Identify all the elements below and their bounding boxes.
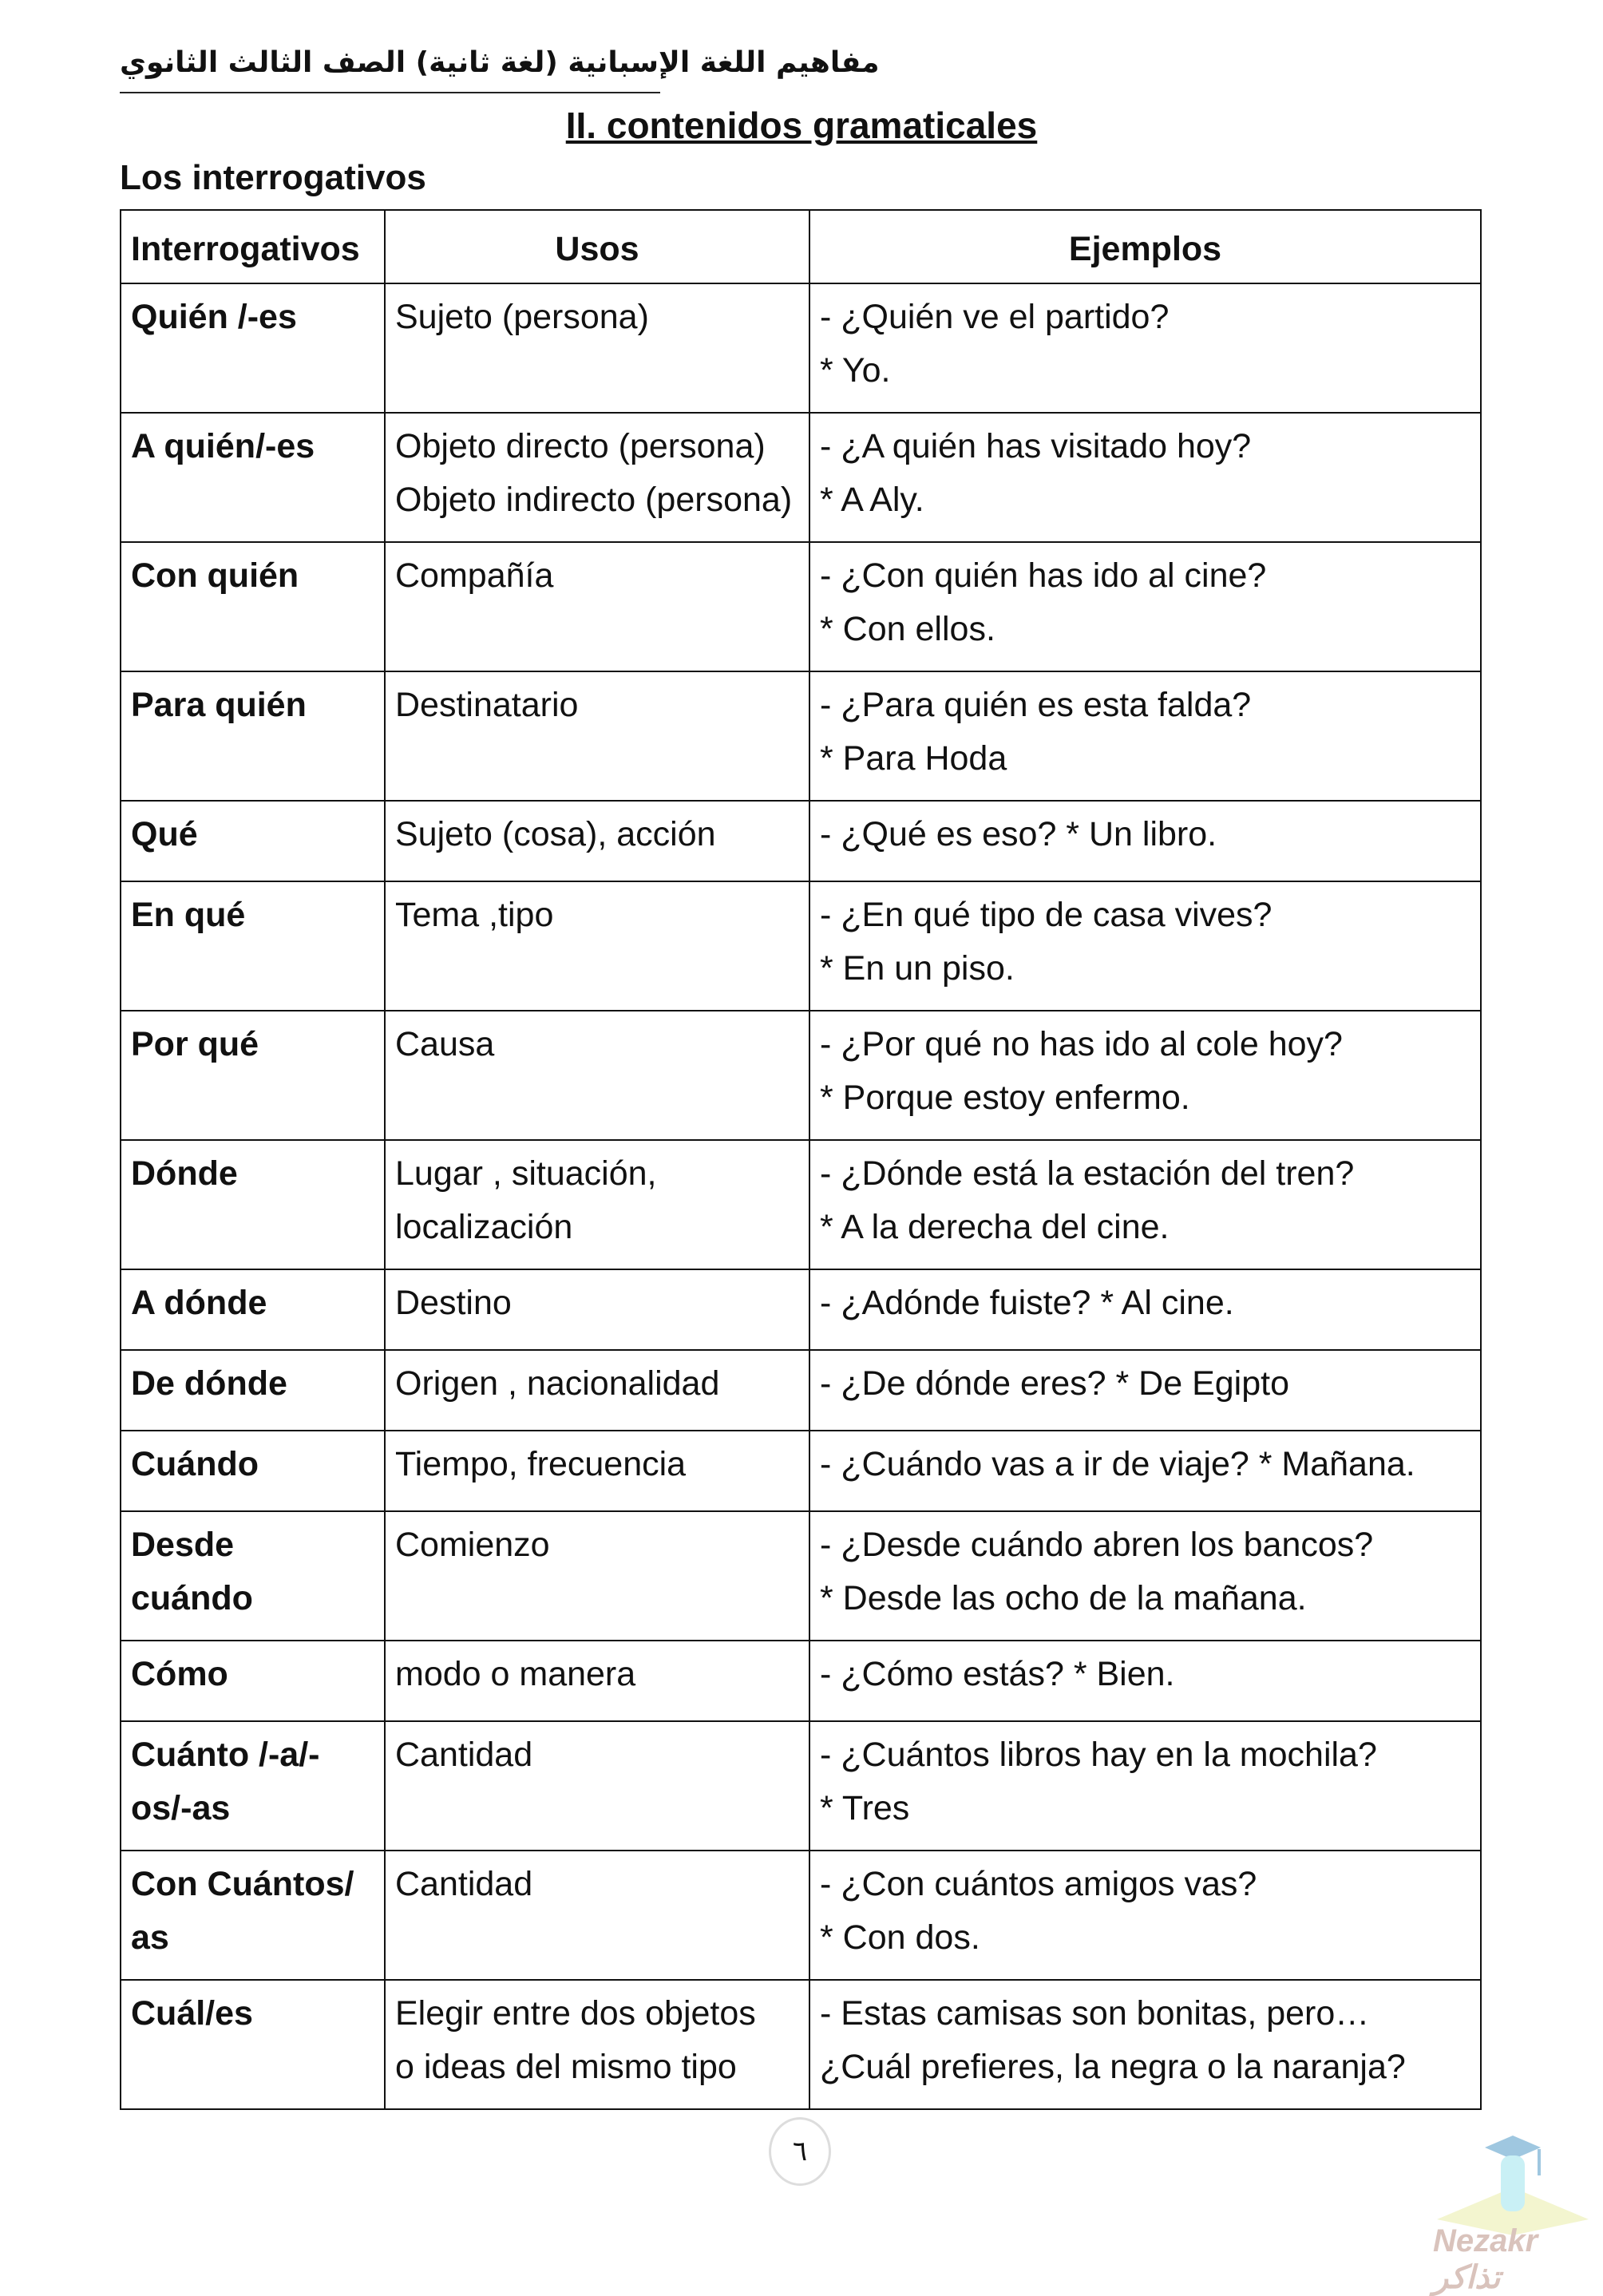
watermark-text: Nezakr تذاكر: [1433, 2223, 1538, 2295]
example-cell: [809, 671, 1481, 801]
example-cell-line: - ¿Cómo estás? * Bien.: [820, 1655, 1175, 1693]
example-cell-line: * A Aly.: [820, 481, 924, 519]
interrogative-cell-line: Cuál/es: [131, 1994, 253, 2033]
usage-cell-line: Causa: [395, 1025, 495, 1063]
table-row: [121, 1721, 1481, 1851]
interrogative-cell-line: os/-as: [131, 1789, 231, 1827]
usage-cell-line: Lugar , situación,: [395, 1154, 657, 1193]
example-cell-line: * Desde las ocho de la mañana.: [820, 1579, 1307, 1617]
usage-cell: [385, 1721, 809, 1851]
usage-cell-line: o ideas del mismo tipo: [395, 2048, 737, 2086]
usage-cell-line: Sujeto (persona): [395, 298, 649, 336]
interrogative-cell-line: Quién /-es: [131, 298, 297, 336]
interrogative-cell-line: Con Cuántos/: [131, 1865, 354, 1903]
interrogative-cell: [121, 413, 385, 542]
interrogative-cell: [121, 1350, 385, 1431]
interrogative-cell: [121, 801, 385, 881]
interrogative-cell: [121, 1851, 385, 1980]
interrogative-cell-line: De dónde: [131, 1364, 287, 1403]
usage-cell: [385, 801, 809, 881]
interrogative-cell: [121, 1980, 385, 2109]
usage-cell-line: Tema ,tipo: [395, 896, 554, 934]
interrogative-cell-line: Con quién: [131, 556, 299, 595]
example-cell-line: - ¿Para quién es esta falda?: [820, 686, 1252, 724]
table-row: [121, 881, 1481, 1011]
interrogative-cell-line: Para quién: [131, 686, 307, 724]
usage-cell: [385, 671, 809, 801]
example-cell-line: * Con ellos.: [820, 610, 995, 648]
interrogative-cell: [121, 283, 385, 413]
example-cell: [809, 1011, 1481, 1140]
column-header: Ejemplos: [809, 210, 1481, 283]
interrogative-cell-line: Cuándo: [131, 1445, 259, 1483]
interrogative-cell-line: A dónde: [131, 1284, 267, 1322]
usage-cell-line: Elegir entre dos objetos: [395, 1994, 756, 2033]
interrogatives-table: [120, 209, 1482, 2110]
header-rule: [120, 92, 660, 93]
example-cell-line: - ¿Desde cuándo abren los bancos?: [820, 1526, 1374, 1564]
usage-cell: [385, 542, 809, 671]
usage-cell: [385, 283, 809, 413]
interrogative-cell: [121, 881, 385, 1011]
example-cell: [809, 542, 1481, 671]
table-row: [121, 1269, 1481, 1350]
example-cell: [809, 881, 1481, 1011]
usage-cell-line: Destinatario: [395, 686, 579, 724]
table-row: [121, 1431, 1481, 1511]
page-number: ٦: [769, 2117, 831, 2186]
interrogative-cell: [121, 1011, 385, 1140]
example-cell-line: * Para Hoda: [820, 739, 1007, 778]
usage-cell: [385, 1011, 809, 1140]
example-cell-line: - ¿De dónde eres? * De Egipto: [820, 1364, 1289, 1403]
example-cell-line: - ¿Con quién has ido al cine?: [820, 556, 1267, 595]
example-cell: [809, 1851, 1481, 1980]
section-heading: Los interrogativos: [120, 158, 426, 197]
table-row: [121, 1350, 1481, 1431]
example-cell-line: - ¿Por qué no has ido al cole hoy?: [820, 1025, 1343, 1063]
interrogative-cell-line: Cómo: [131, 1655, 228, 1693]
interrogative-cell-line: Desde: [131, 1526, 235, 1564]
interrogative-cell: [121, 671, 385, 801]
example-cell: [809, 1350, 1481, 1431]
interrogative-cell-line: cuándo: [131, 1579, 253, 1617]
interrogative-cell-line: Cuánto /-a/-: [131, 1736, 320, 1774]
example-cell-line: - ¿Quién ve el partido?: [820, 298, 1170, 336]
example-cell-line: - ¿A quién has visitado hoy?: [820, 427, 1252, 465]
usage-cell-line: Sujeto (cosa), acción: [395, 815, 716, 853]
column-header: Interrogativos: [121, 210, 385, 283]
usage-cell-line: Destino: [395, 1284, 512, 1322]
usage-cell: [385, 1269, 809, 1350]
interrogative-cell-line: Por qué: [131, 1025, 259, 1063]
example-cell-line: * A la derecha del cine.: [820, 1208, 1170, 1246]
example-cell: [809, 1511, 1481, 1641]
column-header: Usos: [385, 210, 809, 283]
usage-cell-line: Objeto directo (persona): [395, 427, 766, 465]
example-cell-line: * Con dos.: [820, 1918, 980, 1957]
usage-cell-line: localización: [395, 1208, 573, 1246]
table-row: [121, 671, 1481, 801]
example-cell-line: - ¿Cuándo vas a ir de viaje? * Mañana.: [820, 1445, 1415, 1483]
example-cell: [809, 413, 1481, 542]
interrogative-cell-line: Qué: [131, 815, 198, 853]
page-title: [0, 104, 1603, 147]
interrogative-cell: [121, 1269, 385, 1350]
example-cell-line: * En un piso.: [820, 949, 1015, 988]
interrogative-cell: [121, 1721, 385, 1851]
example-cell-line: ¿Cuál prefieres, la negra o la naranja?: [820, 2048, 1406, 2086]
interrogative-cell: [121, 1431, 385, 1511]
example-cell-line: - ¿Cuántos libros hay en la mochila?: [820, 1736, 1377, 1774]
usage-cell: [385, 881, 809, 1011]
usage-cell: [385, 1431, 809, 1511]
table-row: [121, 1140, 1481, 1269]
table-header-row: [121, 210, 1481, 283]
usage-cell-line: Objeto indirecto (persona): [395, 481, 793, 519]
example-cell: [809, 1269, 1481, 1350]
table-row: [121, 542, 1481, 671]
interrogative-cell-line: En qué: [131, 896, 246, 934]
example-cell-line: * Yo.: [820, 351, 891, 390]
usage-cell-line: modo o manera: [395, 1655, 636, 1693]
usage-cell-line: Origen , nacionalidad: [395, 1364, 720, 1403]
usage-cell: [385, 413, 809, 542]
usage-cell: [385, 1140, 809, 1269]
example-cell: [809, 1721, 1481, 1851]
usage-cell: [385, 1641, 809, 1721]
example-cell-line: - ¿Qué es eso? * Un libro.: [820, 815, 1217, 853]
header-title: مفاهيم اللغة الإسبانية (لغة ثانية) الصف الثالث الثانوي: [120, 46, 880, 79]
page-title-text: II. contenidos gramaticales: [565, 105, 1038, 146]
usage-cell: [385, 1851, 809, 1980]
example-cell-line: - Estas camisas son bonitas, pero…: [820, 1994, 1370, 2033]
usage-cell-line: Comienzo: [395, 1526, 550, 1564]
example-cell-line: - ¿Adónde fuiste? * Al cine.: [820, 1284, 1234, 1322]
usage-cell: [385, 1511, 809, 1641]
usage-cell-line: Cantidad: [395, 1865, 533, 1903]
example-cell: [809, 1980, 1481, 2109]
table-row: [121, 283, 1481, 413]
example-cell-line: - ¿Con cuántos amigos vas?: [820, 1865, 1257, 1903]
interrogative-cell: [121, 1140, 385, 1269]
example-cell: [809, 283, 1481, 413]
table-row: [121, 1980, 1481, 2109]
example-cell: [809, 1140, 1481, 1269]
interrogative-cell-line: Dónde: [131, 1154, 238, 1193]
interrogative-cell: [121, 542, 385, 671]
usage-cell-line: Tiempo, frecuencia: [395, 1445, 687, 1483]
interrogative-cell: [121, 1511, 385, 1641]
table-row: [121, 413, 1481, 542]
table-row: [121, 1511, 1481, 1641]
usage-cell: [385, 1350, 809, 1431]
example-cell: [809, 1431, 1481, 1511]
example-cell-line: * Tres: [820, 1789, 910, 1827]
table-row: [121, 1851, 1481, 1980]
example-cell: [809, 801, 1481, 881]
example-cell-line: - ¿En qué tipo de casa vives?: [820, 896, 1273, 934]
table-row: [121, 1011, 1481, 1140]
example-cell-line: - ¿Dónde está la estación del tren?: [820, 1154, 1355, 1193]
interrogative-cell-line: A quién/-es: [131, 427, 315, 465]
table-row: [121, 1641, 1481, 1721]
usage-cell: [385, 1980, 809, 2109]
interrogative-cell-line: as: [131, 1918, 169, 1957]
interrogative-cell: [121, 1641, 385, 1721]
usage-cell-line: Cantidad: [395, 1736, 533, 1774]
example-cell: [809, 1641, 1481, 1721]
table-row: [121, 801, 1481, 881]
usage-cell-line: Compañía: [395, 556, 554, 595]
example-cell-line: * Porque estoy enfermo.: [820, 1079, 1190, 1117]
